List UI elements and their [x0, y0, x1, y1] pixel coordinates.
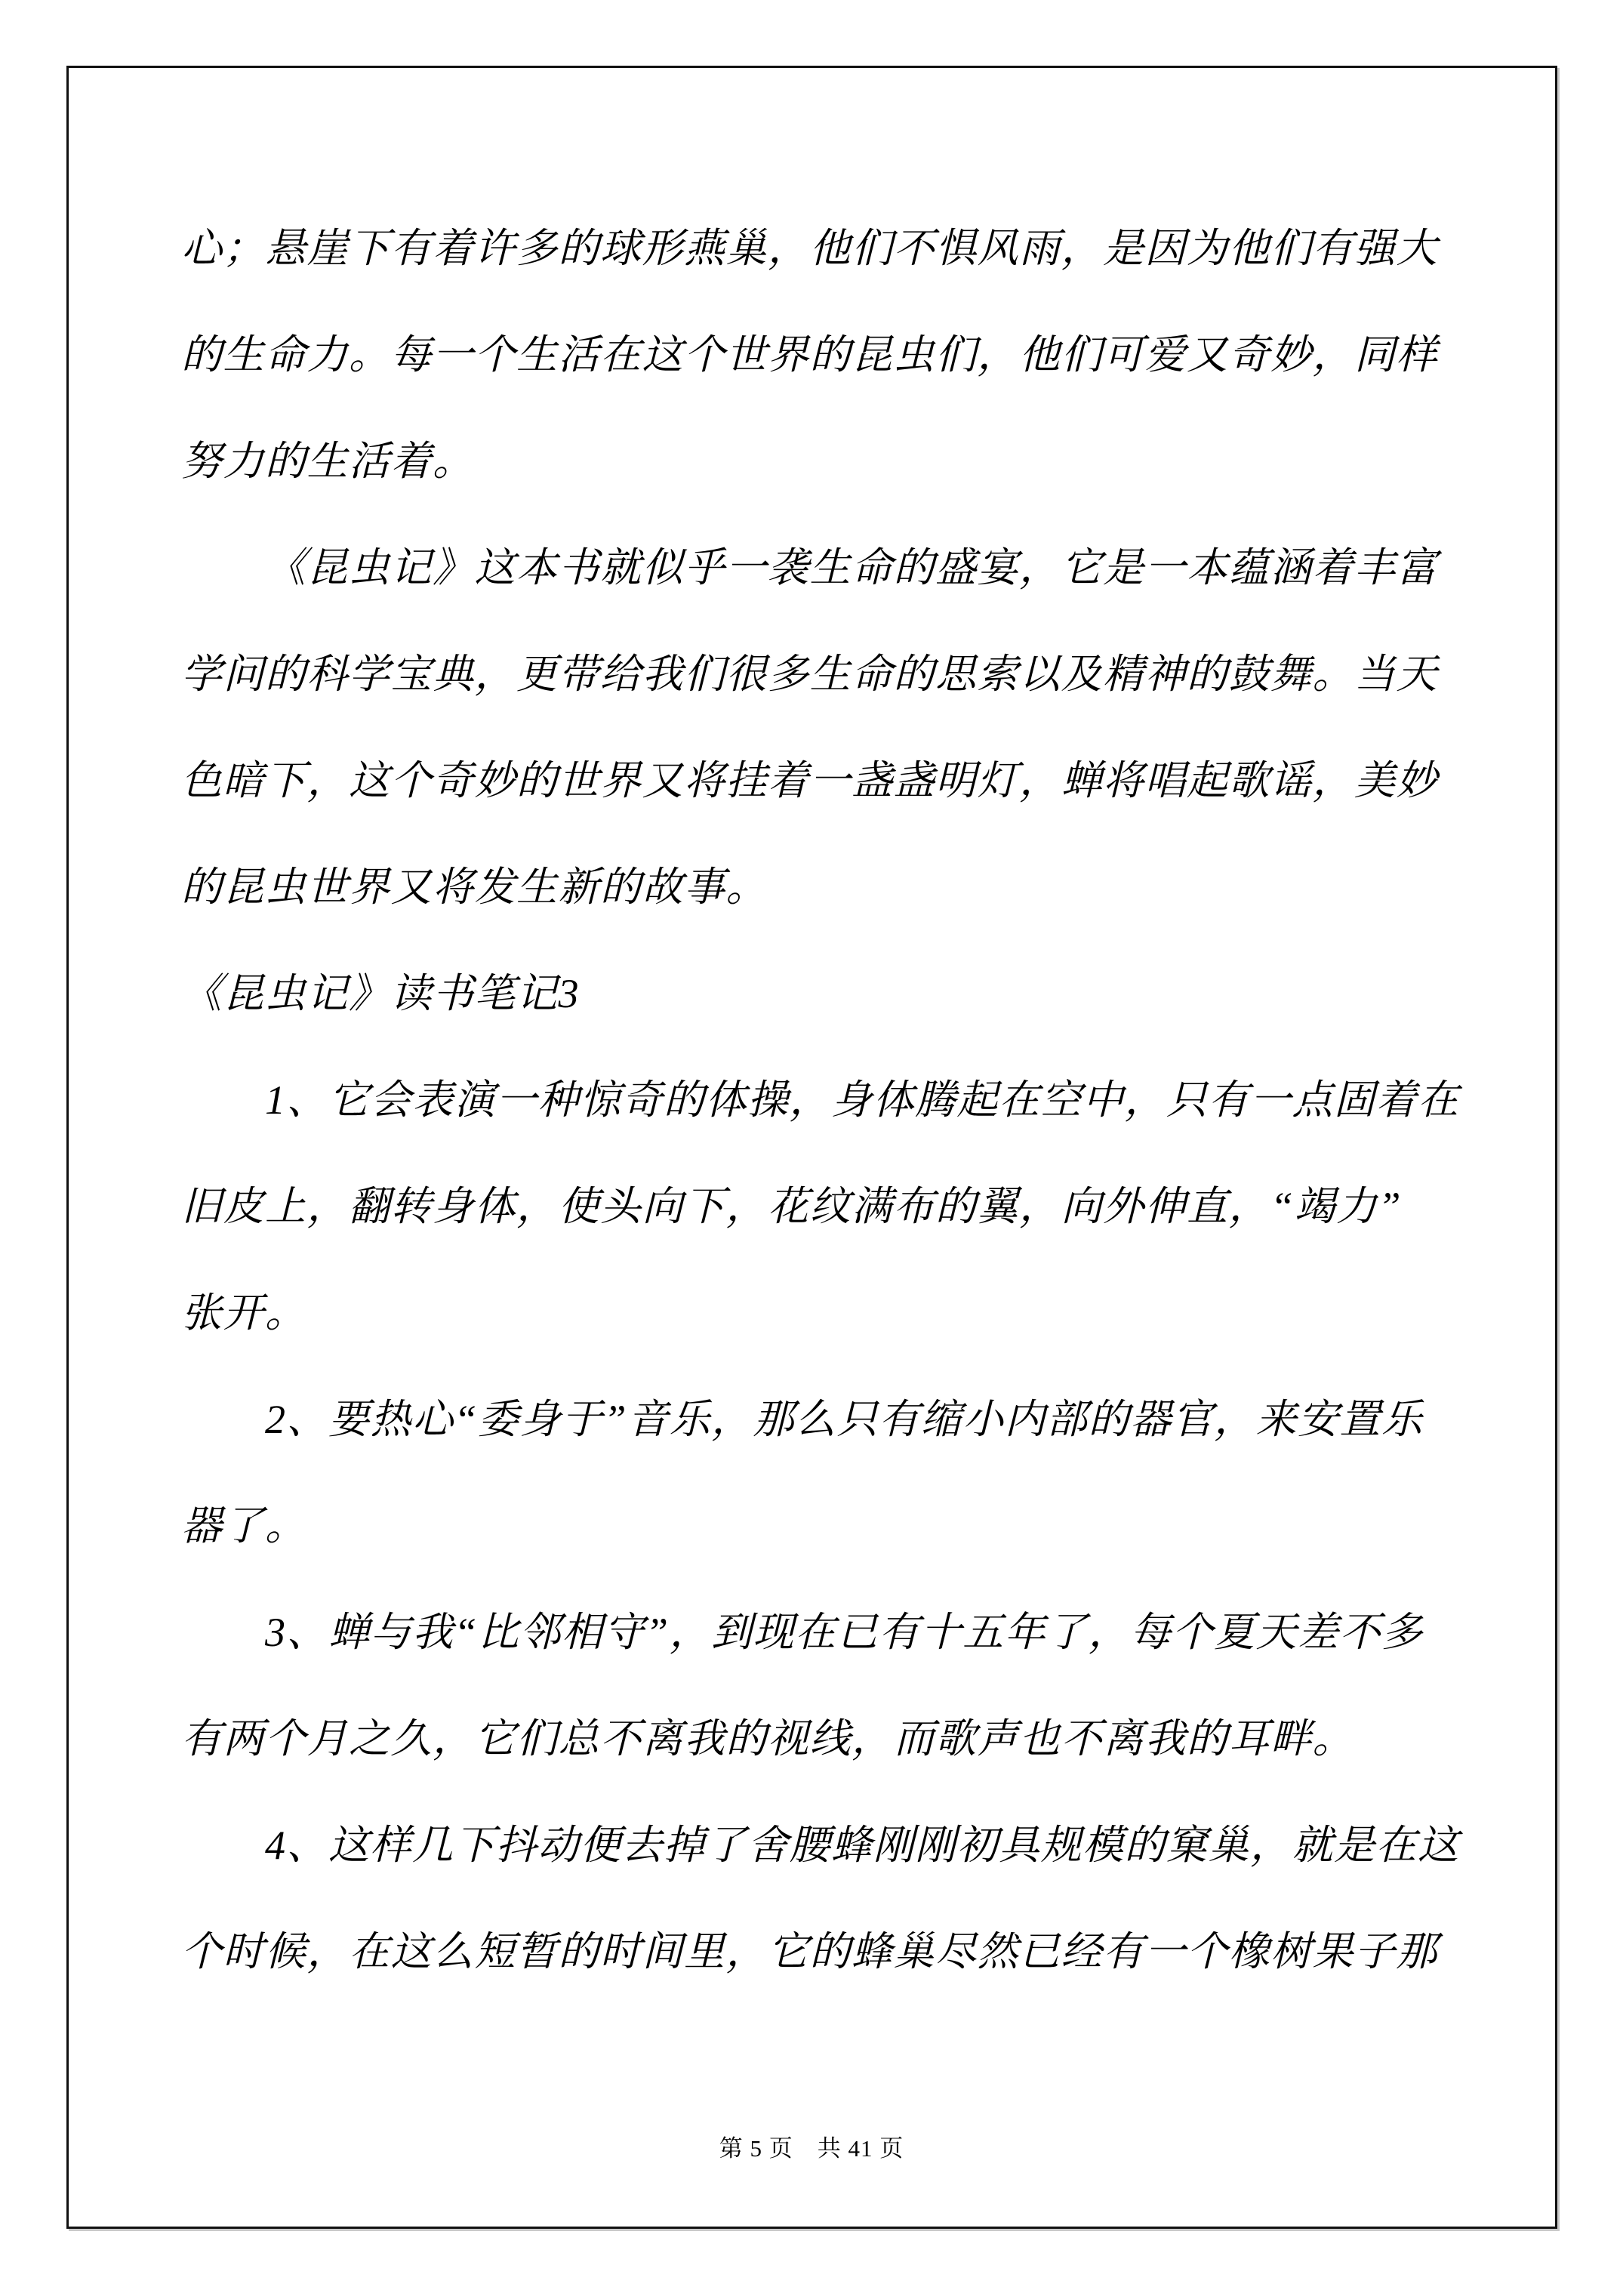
text-line: 学问的科学宝典，更带给我们很多生命的思索以及精神的鼓舞。当天: [181, 652, 1438, 697]
text-line: 4、这样几下抖动便去掉了舍腰蜂刚刚初具规模的窠巢，就是在这: [265, 1823, 1460, 1868]
page-body-text: [181, 196, 1460, 2005]
text-line: 3、蝉与我“比邻相守”，到现在已有十五年了，每个夏天差不多: [265, 1610, 1424, 1655]
section-heading: 《昆虫记》读书笔记3: [181, 971, 580, 1016]
text-line: 2、要热心“委身于”音乐，那么只有缩小内部的器官，来安置乐: [265, 1397, 1424, 1442]
text-line: 色暗下，这个奇妙的世界又将挂着一盏盏明灯，蝉将唱起歌谣，美妙: [181, 758, 1438, 803]
text-line: 努力的生活着。: [181, 439, 475, 484]
text-line: 1、它会表演一种惊奇的体操，身体腾起在空中，只有一点固着在: [265, 1077, 1460, 1123]
text-line: 的生命力。每一个生活在这个世界的昆虫们，他们可爱又奇妙，同样: [181, 332, 1438, 378]
text-line: 器了。: [181, 1503, 307, 1549]
text-line: 旧皮上，翻转身体，使头向下，花纹满布的翼，向外伸直，“竭力”: [181, 1184, 1403, 1229]
page-footer: 第 5 页 共 41 页: [719, 2135, 904, 2162]
text-line: 的昆虫世界又将发生新的故事。: [181, 864, 768, 910]
text-line: 《昆虫记》这本书就似乎一袭生命的盛宴，它是一本蕴涵着丰富: [265, 545, 1438, 590]
text-line: 心；悬崖下有着许多的球形燕巢，他们不惧风雨，是因为他们有强大: [181, 226, 1438, 271]
text-line: 个时候，在这么短暂的时间里，它的蜂巢尽然已经有一个橡树果子那: [181, 1929, 1438, 1974]
text-line: 张开。: [181, 1290, 307, 1336]
text-line: 有两个月之久，它们总不离我的视线，而歌声也不离我的耳畔。: [181, 1716, 1354, 1761]
